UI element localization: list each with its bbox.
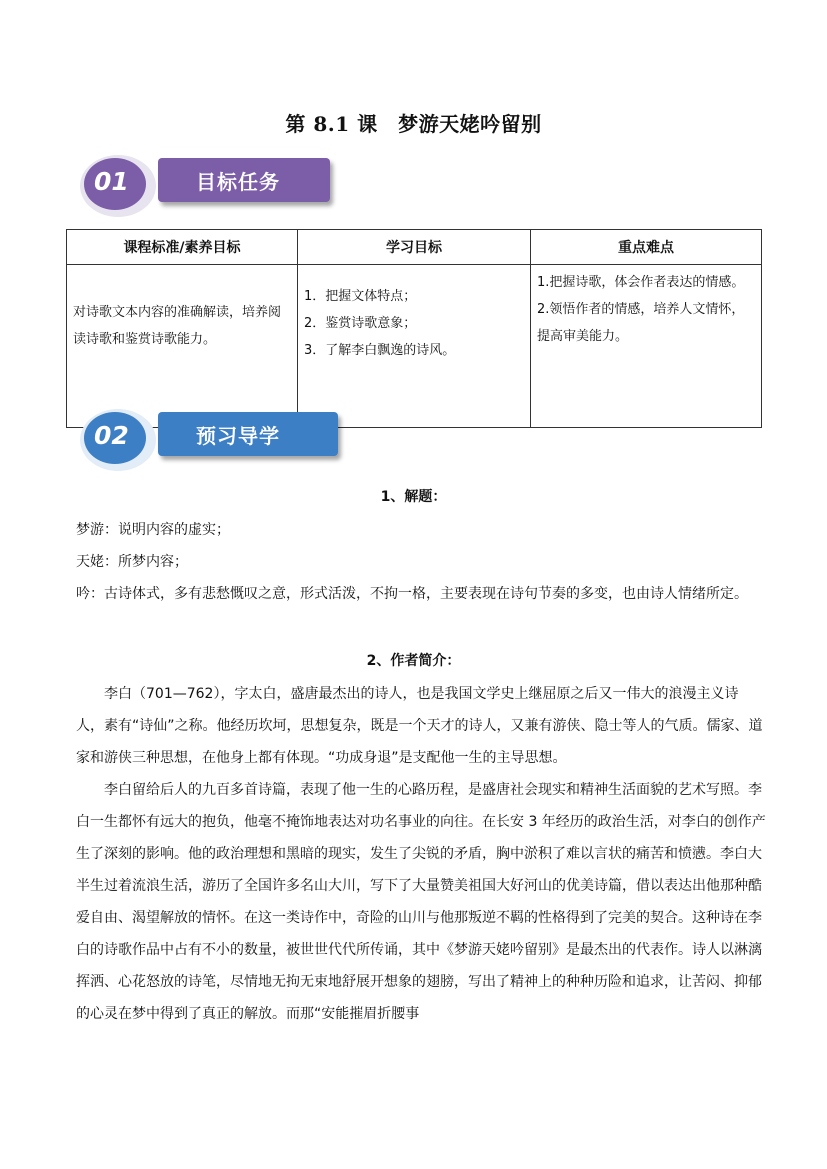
paragraph-bio-1: 李白（701—762），字太白，盛唐最杰出的诗人，也是我国文学史上继屈原之后又一伟大的浪漫主义诗人，素有“诗仙”之称。他经历坎坷，思想复杂，既是一个天才的诗人，又兼有游侠、隐士等人的气质。儒家、道家和游侠三种思想，在他身上都有体现。“功成身退”是支配他一生的主导思想。 (76, 686, 763, 766)
table-header: 学习目标 (298, 230, 531, 265)
section-label: 目标任务 (196, 170, 280, 194)
goal-item: 3．了解李白飘逸的诗风。 (304, 343, 456, 358)
goal-item: 2．鉴赏诗歌意象； (304, 316, 417, 331)
goal-item: 1．把握文体特点； (304, 289, 417, 304)
page-title: 第 8.1 课 梦游天姥吟留别 (285, 112, 542, 136)
paragraph-tianmu: 天姥：所梦内容； (76, 554, 188, 570)
paragraph-yin: 吟：古诗体式，多有悲愁慨叹之意，形式活泼，不拘一格，主要表现在诗句节奏的多变，也由诗人情绪所定。 (76, 586, 748, 602)
table-row (67, 265, 762, 428)
table-header: 重点难点 (531, 230, 762, 265)
section-banner (158, 158, 330, 202)
section-badge-goals (78, 154, 338, 218)
table-header-row (67, 230, 762, 265)
paragraph-bio-2: 李白留给后人的九百多首诗篇，表现了他一生的心路历程，是盛唐社会现实和精神生活面貌的艺术写照。李白一生都怀有远大的抱负，他毫不掩饰地表达对功名事业的向往。在长安 3 年经历的政治生活，对李白的创作产生了深刻的影响。他的政治理想和黑暗的现实，发生了尖锐的矛盾，胸中淤积了难以言状的痛苦和愤懑。李白大半生过着流浪生活，游历了全国许多名山大川，写下了大量赞美祖国大好河山的优美诗篇，借以表达出他那种酷爱自由、渴望解放的情怀。在这一类诗作中，奇险的山川与他那叛逆不羁的性格得到了完美的契合。这种诗在李白的诗歌作品中占有不小的数量，被世世代代所传诵，其中《梦游天姥吟留别》是最杰出的代表作。诗人以淋漓挥洒、心花怒放的诗笔，尽情地无拘无束地舒展开想象的翅膀，写出了精神上的种种历险和追求，让苦闷、抑郁的心灵在梦中得到了真正的解放。而那“安能摧眉折腰事 (76, 782, 766, 1022)
goals-table (66, 229, 762, 428)
key-point-item: 2.领悟作者的情感，培养人文情怀，提高审美能力。 (537, 302, 745, 344)
paragraph-mengyou: 梦游：说明内容的虚实； (76, 522, 230, 538)
standard-cell: 对诗歌文本内容的准确解读，培养阅读诗歌和鉴赏诗歌能力。 (67, 265, 298, 428)
key-point-item: 1.把握诗歌，体会作者表达的情感。 (537, 275, 745, 290)
key-points-cell (531, 265, 762, 428)
heading-author: 2、作者简介： (366, 653, 461, 669)
table-header: 课程标准/素养目标 (67, 230, 298, 265)
section-banner (158, 412, 338, 456)
section-number: 01 (94, 167, 129, 196)
goals-cell (298, 265, 531, 428)
section-badge-preview (78, 408, 348, 472)
heading-tijie: 1、解题： (380, 489, 447, 505)
section-number: 02 (94, 421, 129, 450)
section-label: 预习导学 (196, 424, 280, 448)
